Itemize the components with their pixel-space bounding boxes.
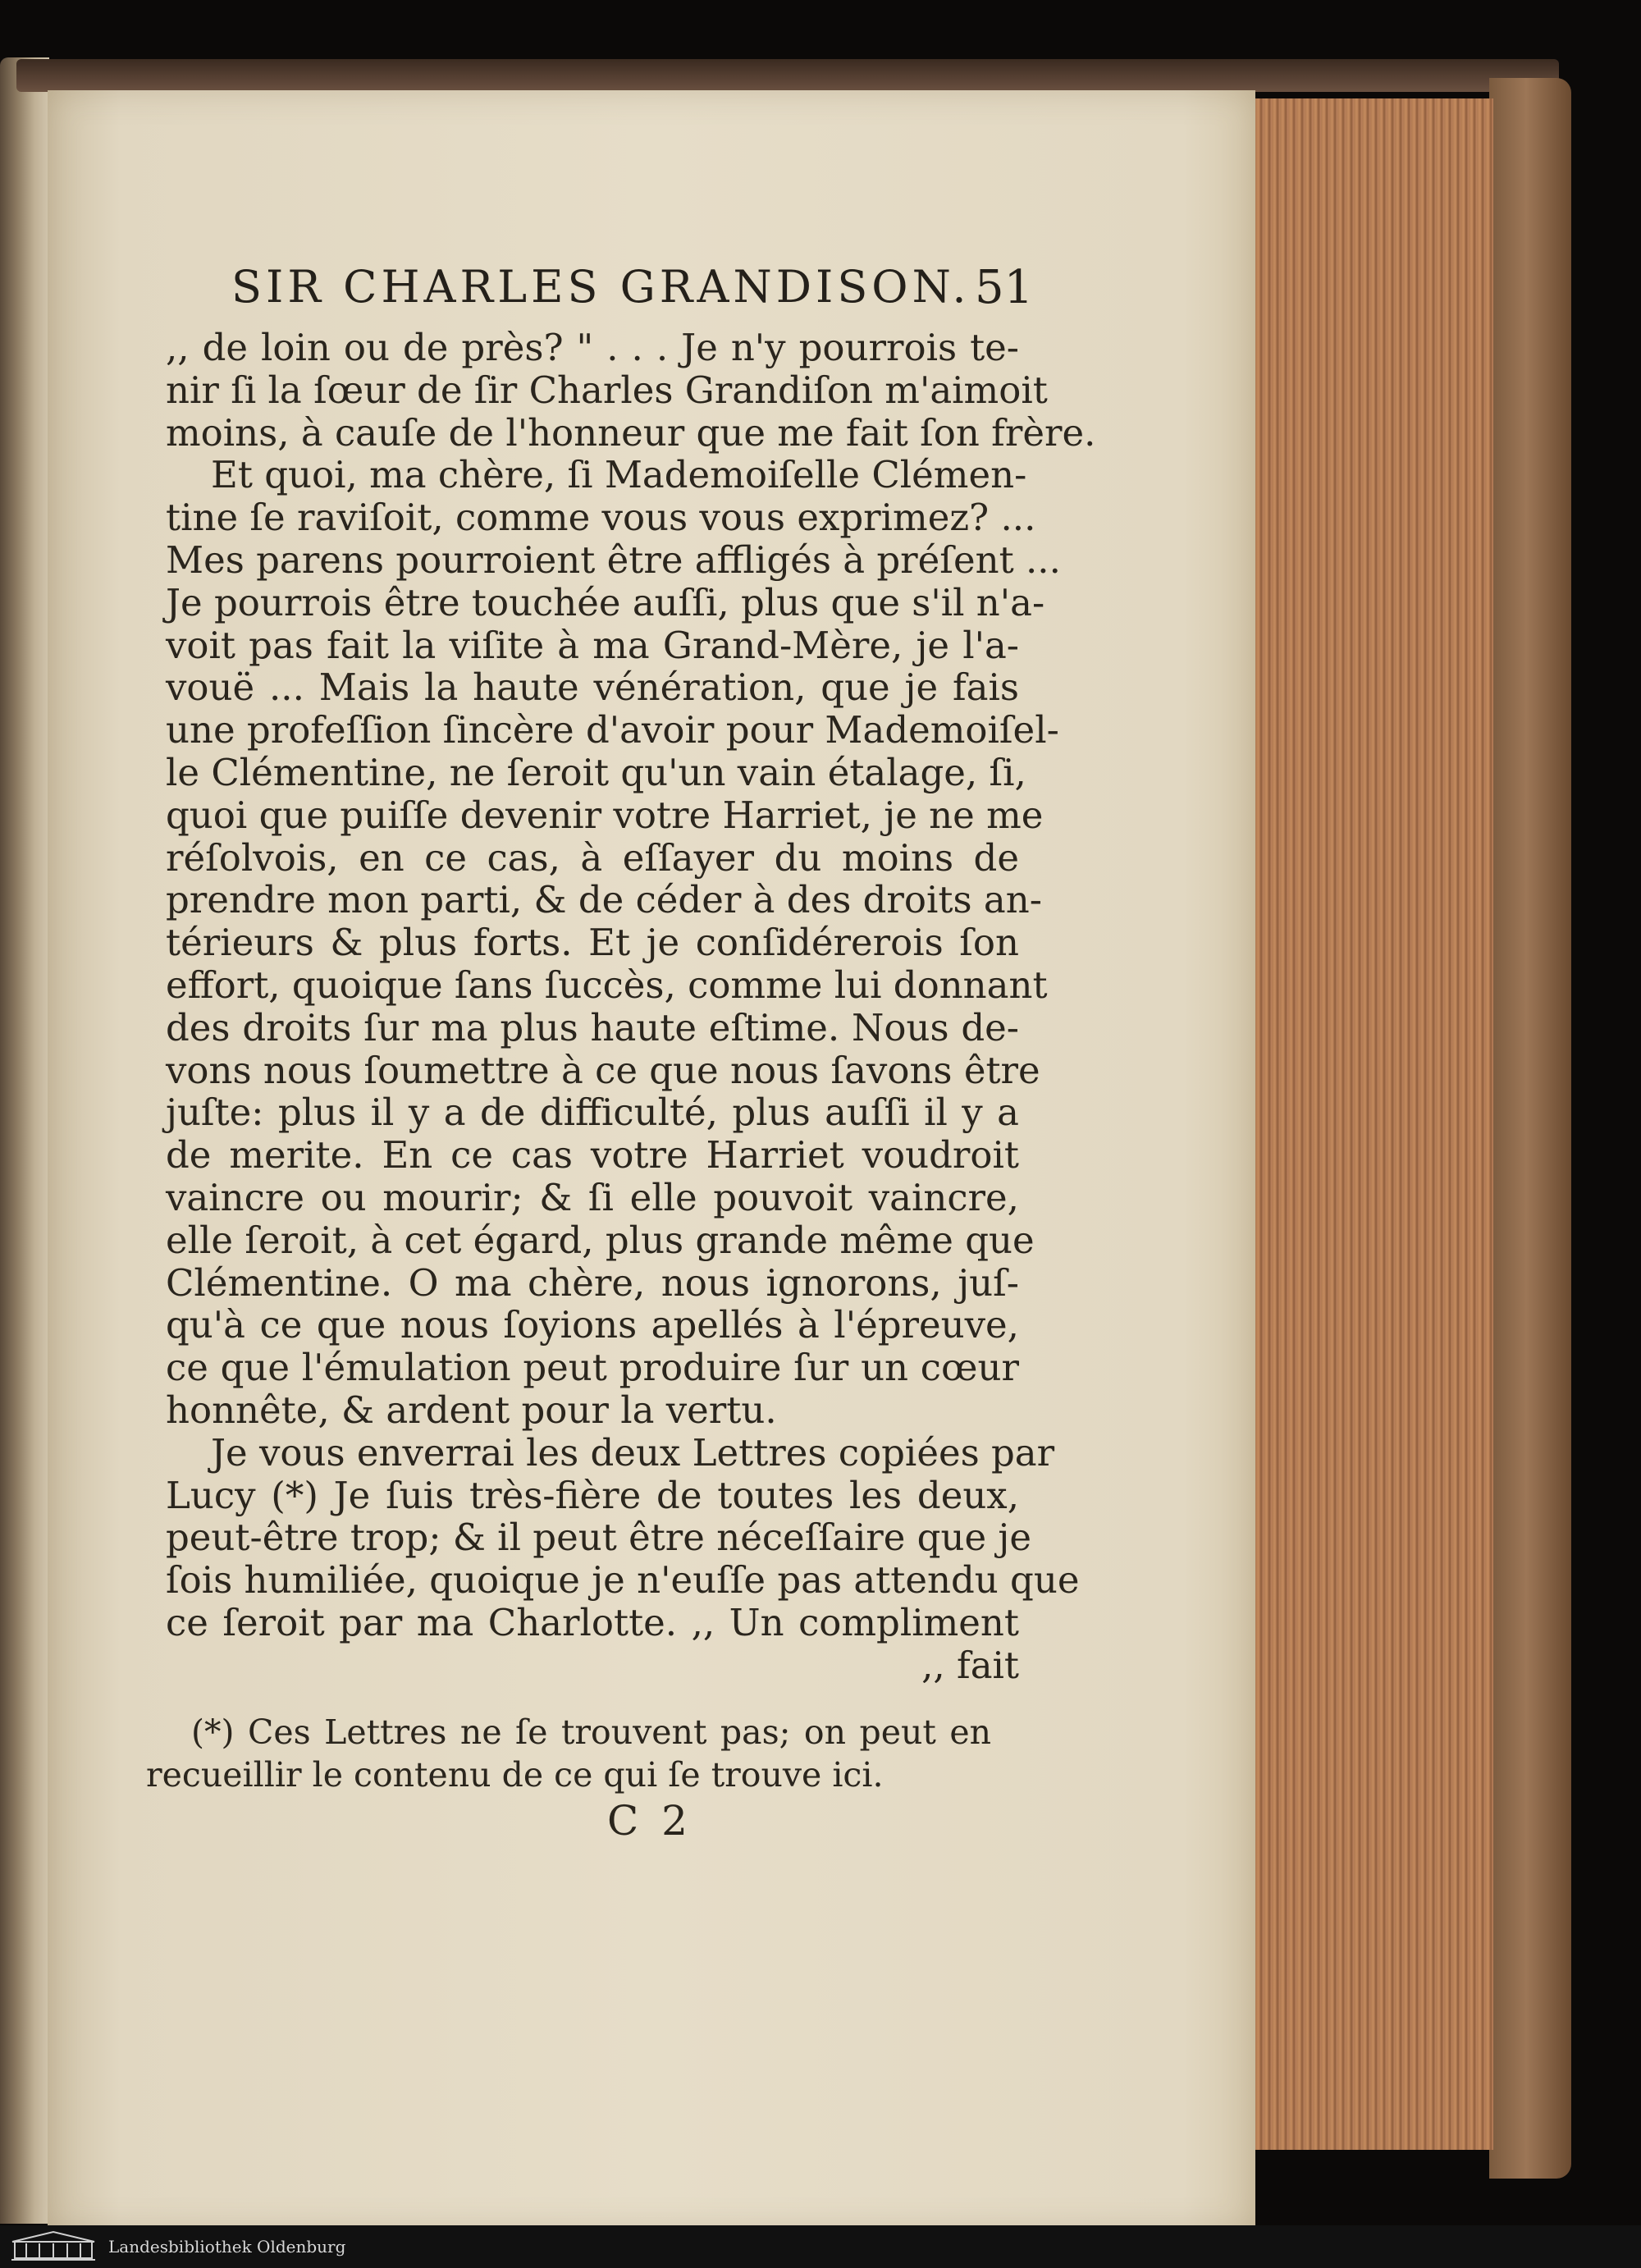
text-line: vons nous ſoumettre à ce que nous ſavons être (166, 1048, 1040, 1092)
text-line: quoi que puiſſe devenir votre Harriet, je ne me (166, 793, 1044, 837)
text-line: une profeſſion ſincère d'avoir pour Mademoiſel- (166, 708, 1059, 752)
book-top-edge (16, 59, 1559, 92)
text-line: tine ſe raviſoit, comme vous vous exprimez? ... (166, 496, 1036, 540)
text-line: le Clémentine, ne ſeroit qu'un vain étalage, ſi, (166, 750, 1026, 794)
text-line: ce que l'émulation peut produire ſur un cœur (166, 1346, 1019, 1390)
text-line: ce ſeroit par ma Charlotte. ,, Un compliment (166, 1600, 1019, 1644)
facing-page-edge (0, 57, 49, 2224)
book-cover-edge (1489, 78, 1571, 2179)
footnote-line: (*) Ces Lettres ne ſe trouvent pas; on peut en (191, 1712, 991, 1752)
text-line: ,, de loin ou de près? " . . . Je n'y pourrois te- (166, 326, 1019, 369)
text-line: Lucy (*) Je ſuis très-fière de toutes les deux, (166, 1473, 1019, 1517)
text-line: Mes parens pourroient être affligés à préſent ... (166, 537, 1061, 582)
text-line: moins, à cauſe de l'honneur que me fait ſon frère. (166, 410, 1096, 455)
text-line: qu'à ce que nous ſoyions apellés à l'épreuve, (166, 1303, 1019, 1347)
text-line: effort, quoique ſans ſuccès, comme lui donnant (166, 963, 1048, 1007)
text-line: térieurs & plus forts. Et je conſidérerois ſon (166, 921, 1019, 965)
text-line: Je pourrois être touchée auſſi, plus que s'il n'a- (166, 580, 1045, 624)
footnote-line: recueillir le contenu de ce qui ſe trouve ici. (146, 1755, 884, 1795)
text-line: Clémentine. O ma chère, nous ignorons, juſ- (166, 1260, 1019, 1305)
signature-mark: C 2 (607, 1797, 693, 1845)
running-title: SIR CHARLES GRANDISON. (231, 261, 971, 313)
text-line: juſte: plus il y a de difficulté, plus auſſi il y a (166, 1091, 1019, 1135)
text-line: réſolvois, en ce cas, à eſſayer du moins de (166, 835, 1019, 880)
text-line: nir ſi la ſœur de ſir Charles Grandiſon m'aimoit (166, 368, 1048, 412)
text-line: peut-être trop; & il peut être néceſſaire que je (166, 1516, 1031, 1560)
text-line: des droits ſur ma plus haute eſtime. Nous de- (166, 1005, 1019, 1049)
catchword: ,, fait (921, 1643, 1019, 1687)
text-line: prendre mon parti, & de céder à des droits an- (166, 878, 1042, 922)
page-number: 51 (975, 261, 1034, 314)
text-line: vaincre ou mourir; & ſi elle pouvoit vaincre, (166, 1175, 1019, 1219)
text-line: Je vous enverrai les deux Lettres copiées par (211, 1430, 1055, 1475)
text-line: honnête, & ardent pour la vertu. (166, 1388, 777, 1432)
text-line: vouë ... Mais la haute vénération, que je fais (166, 665, 1019, 710)
text-line: elle ſeroit, à cet égard, plus grande même que (166, 1218, 1035, 1262)
text-line: voit pas fait la viſite à ma Grand-Mère, je l'a- (166, 623, 1019, 667)
text-line: ſois humiliée, quoique je n'euſſe pas attendu que (166, 1558, 1080, 1603)
library-name: Landesbibliothek Oldenburg (108, 2237, 346, 2257)
text-line: Et quoi, ma chère, ſi Mademoiſelle Clémen- (211, 453, 1027, 497)
footnote (146, 1711, 991, 1796)
text-line: de merite. En ce cas votre Harriet voudroit (166, 1133, 1019, 1177)
page-fore-edge (1255, 98, 1493, 2150)
library-building-icon (8, 2230, 98, 2261)
body-text (166, 326, 1096, 1687)
